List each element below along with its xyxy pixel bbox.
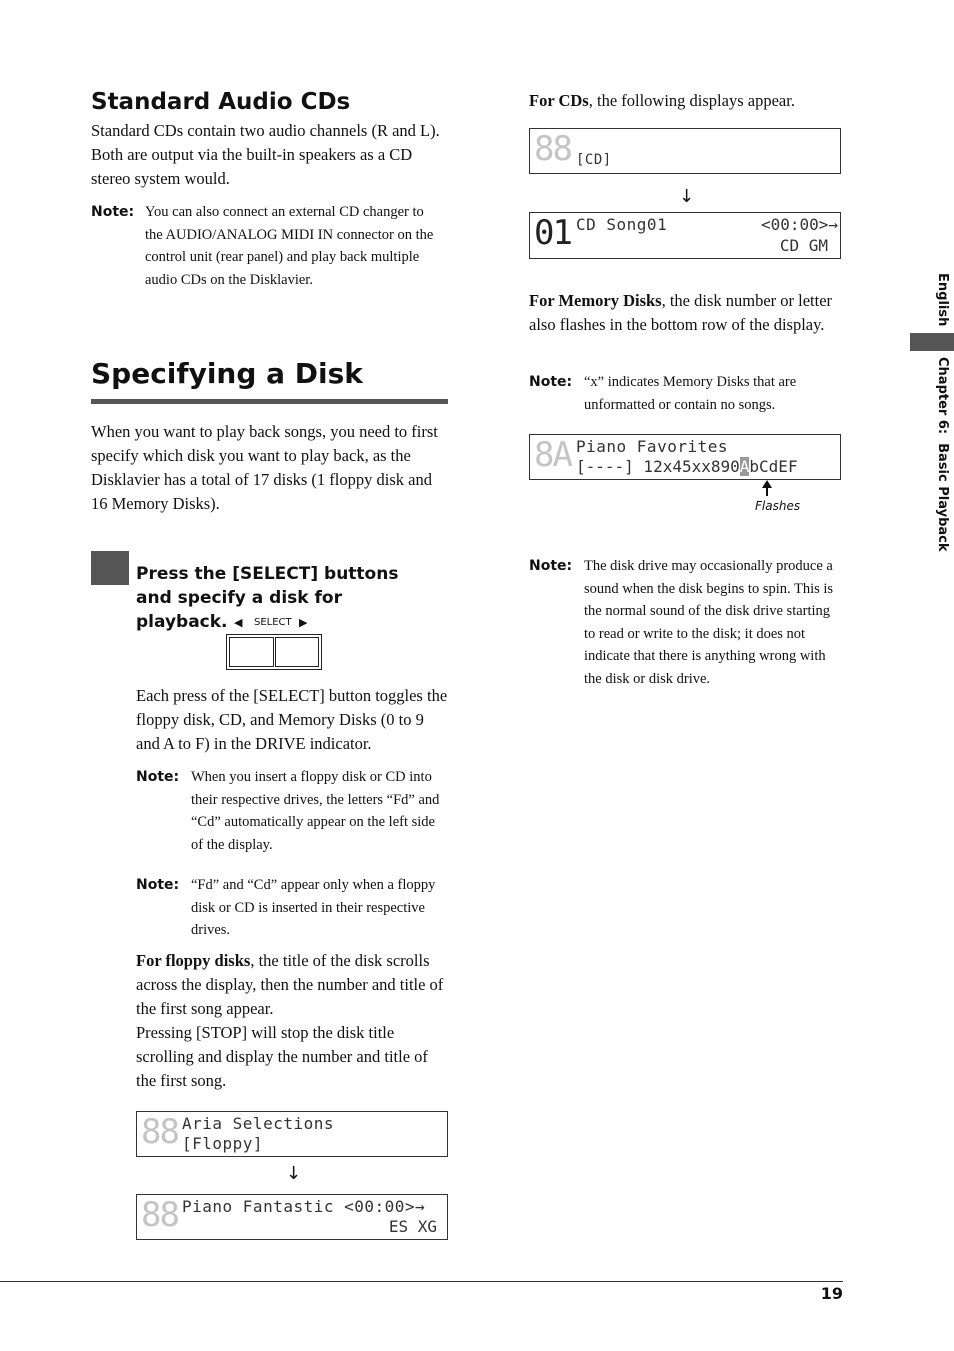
- left-triangle-icon: ◀: [234, 616, 243, 629]
- sidebar-tab-marker: [910, 333, 954, 351]
- lcd-segment-digits: 88: [534, 129, 571, 169]
- flashes-caption: Flashes: [755, 499, 801, 513]
- sidebar-chapter-label: Chapter 6: Basic Playback: [935, 357, 950, 552]
- footer-rule: [0, 1281, 843, 1282]
- select-button-frame: [226, 634, 322, 670]
- lcd-display-memory: [529, 434, 841, 480]
- step-marker: [91, 551, 129, 585]
- lcd-segment-digits: 01: [534, 213, 571, 253]
- memory-bold: For Memory Disks: [529, 291, 662, 310]
- standard-audio-body: Standard CDs contain two audio channels (R and L). Both are output via the built-in speakers as a CD stereo system would.: [91, 121, 440, 188]
- lcd-line2: [576, 457, 798, 477]
- floppy-body2: Pressing [STOP] will stop the disk title scrolling and display the number and title of the first song.: [136, 1023, 428, 1090]
- lcd-line2: [CD]: [576, 152, 612, 168]
- lcd-line2: ES XG: [388, 1217, 437, 1236]
- select-label: SELECT: [254, 617, 292, 628]
- note-text: When you insert a floppy disk or CD into their respective drives, the letters “Fd” and “Cd” automatically appear on the left side of the display.: [191, 769, 440, 853]
- right-triangle-icon: ▶: [299, 616, 308, 629]
- section-title-specifying-a-disk: Specifying a Disk: [91, 357, 363, 390]
- step-title: Press the [SELECT] buttons and specify a disk for playback.: [136, 564, 399, 632]
- lcd-flashing-char: A: [739, 457, 750, 476]
- lcd-line2-suffix: bCdEF: [749, 457, 798, 476]
- sidebar-language-label: English: [935, 273, 950, 327]
- note-cd-changer: [91, 201, 451, 293]
- lcd-line2: [Floppy]: [182, 1134, 264, 1153]
- note-label: Note:: [136, 877, 180, 893]
- note-label: Note:: [91, 204, 135, 220]
- section-title-standard-audio-cds: Standard Audio CDs: [91, 89, 351, 115]
- for-cds-paragraph: [529, 89, 849, 113]
- lcd-display-floppy-song: [136, 1194, 448, 1240]
- cds-bold: For CDs: [529, 91, 589, 110]
- lcd-display-floppy-title: [136, 1111, 448, 1157]
- up-arrow-stem: [766, 487, 768, 496]
- down-arrow-icon: ↓: [286, 1163, 302, 1184]
- cds-rest: , the following displays appear.: [588, 91, 795, 110]
- lcd-display-cd: [529, 128, 841, 174]
- page-number: 19: [820, 1284, 843, 1303]
- lcd-line1: Piano Fantastic <00:00>→: [182, 1197, 426, 1216]
- lcd-segment-digits: 8A: [534, 435, 571, 475]
- note-text: The disk drive may occasionally produce a sound when the disk begins to spin. This is the normal sound of the disk drive starting to read or write to the disk; it does not indicate that there is anything wrong with the disk or disk drive.: [584, 558, 834, 687]
- lcd-segment-digits: 88: [141, 1112, 178, 1152]
- lcd-segment-digits: 88: [141, 1195, 178, 1235]
- step-body: Each press of the [SELECT] button toggles the floppy disk, CD, and Memory Disks (0 to 9 and A to F) in the DRIVE indicator.: [136, 686, 448, 753]
- sidebar-language: [930, 273, 950, 333]
- select-left-button[interactable]: [229, 637, 274, 667]
- sidebar-chapter: [930, 357, 950, 557]
- floppy-bold: For floppy disks: [136, 951, 251, 970]
- memory-rest: , the disk number or letter also flashes in the bottom row of the display.: [529, 291, 833, 334]
- note-label: Note:: [529, 374, 573, 390]
- lcd-line2-prefix: [----] 12x45xx890: [576, 457, 740, 476]
- note-disk-drive-sound: [529, 555, 841, 715]
- lcd-line1: CD Song01: [576, 215, 668, 234]
- note-label: Note:: [529, 558, 573, 574]
- down-arrow-icon: ↓: [679, 186, 695, 207]
- lcd-line1: Aria Selections: [182, 1114, 334, 1133]
- note-label: Note:: [136, 769, 180, 785]
- specifying-disk-body: When you want to play back songs, you need to first specify which disk you want to play back, as the Disklavier has a total of 17 disks (1 floppy disk and 16 Memory Disks).: [91, 422, 438, 513]
- note-x-memory-disks: [529, 371, 841, 417]
- lcd-display-cd-song: [529, 212, 841, 259]
- note-fd-cd-letters: [136, 766, 448, 858]
- floppy-rest: , the title of the disk scrolls across the display, then the number and title of the first song appear.: [136, 951, 444, 1018]
- note-text: “Fd” and “Cd” appear only when a floppy disk or CD is inserted in their respective drives.: [191, 877, 436, 938]
- title-rule: [91, 399, 448, 404]
- lcd-line1-right: <00:00>→: [760, 215, 838, 234]
- lcd-line2: CD GM: [779, 236, 828, 255]
- lcd-line1: Piano Favorites: [576, 437, 728, 456]
- select-button-illustration: [226, 616, 322, 670]
- note-fd-cd-inserted: [136, 874, 448, 944]
- for-memory-disks-paragraph: [529, 289, 841, 337]
- floppy-disks-paragraph: [136, 949, 448, 1093]
- note-text: You can also connect an external CD changer to the AUDIO/ANALOG MIDI IN connector on the control unit (rear panel) and play back multiple audio CDs on the Disklavier.: [145, 204, 434, 288]
- select-right-button[interactable]: [275, 637, 319, 667]
- note-text: “x” indicates Memory Disks that are unformatted or contain no songs.: [584, 374, 797, 413]
